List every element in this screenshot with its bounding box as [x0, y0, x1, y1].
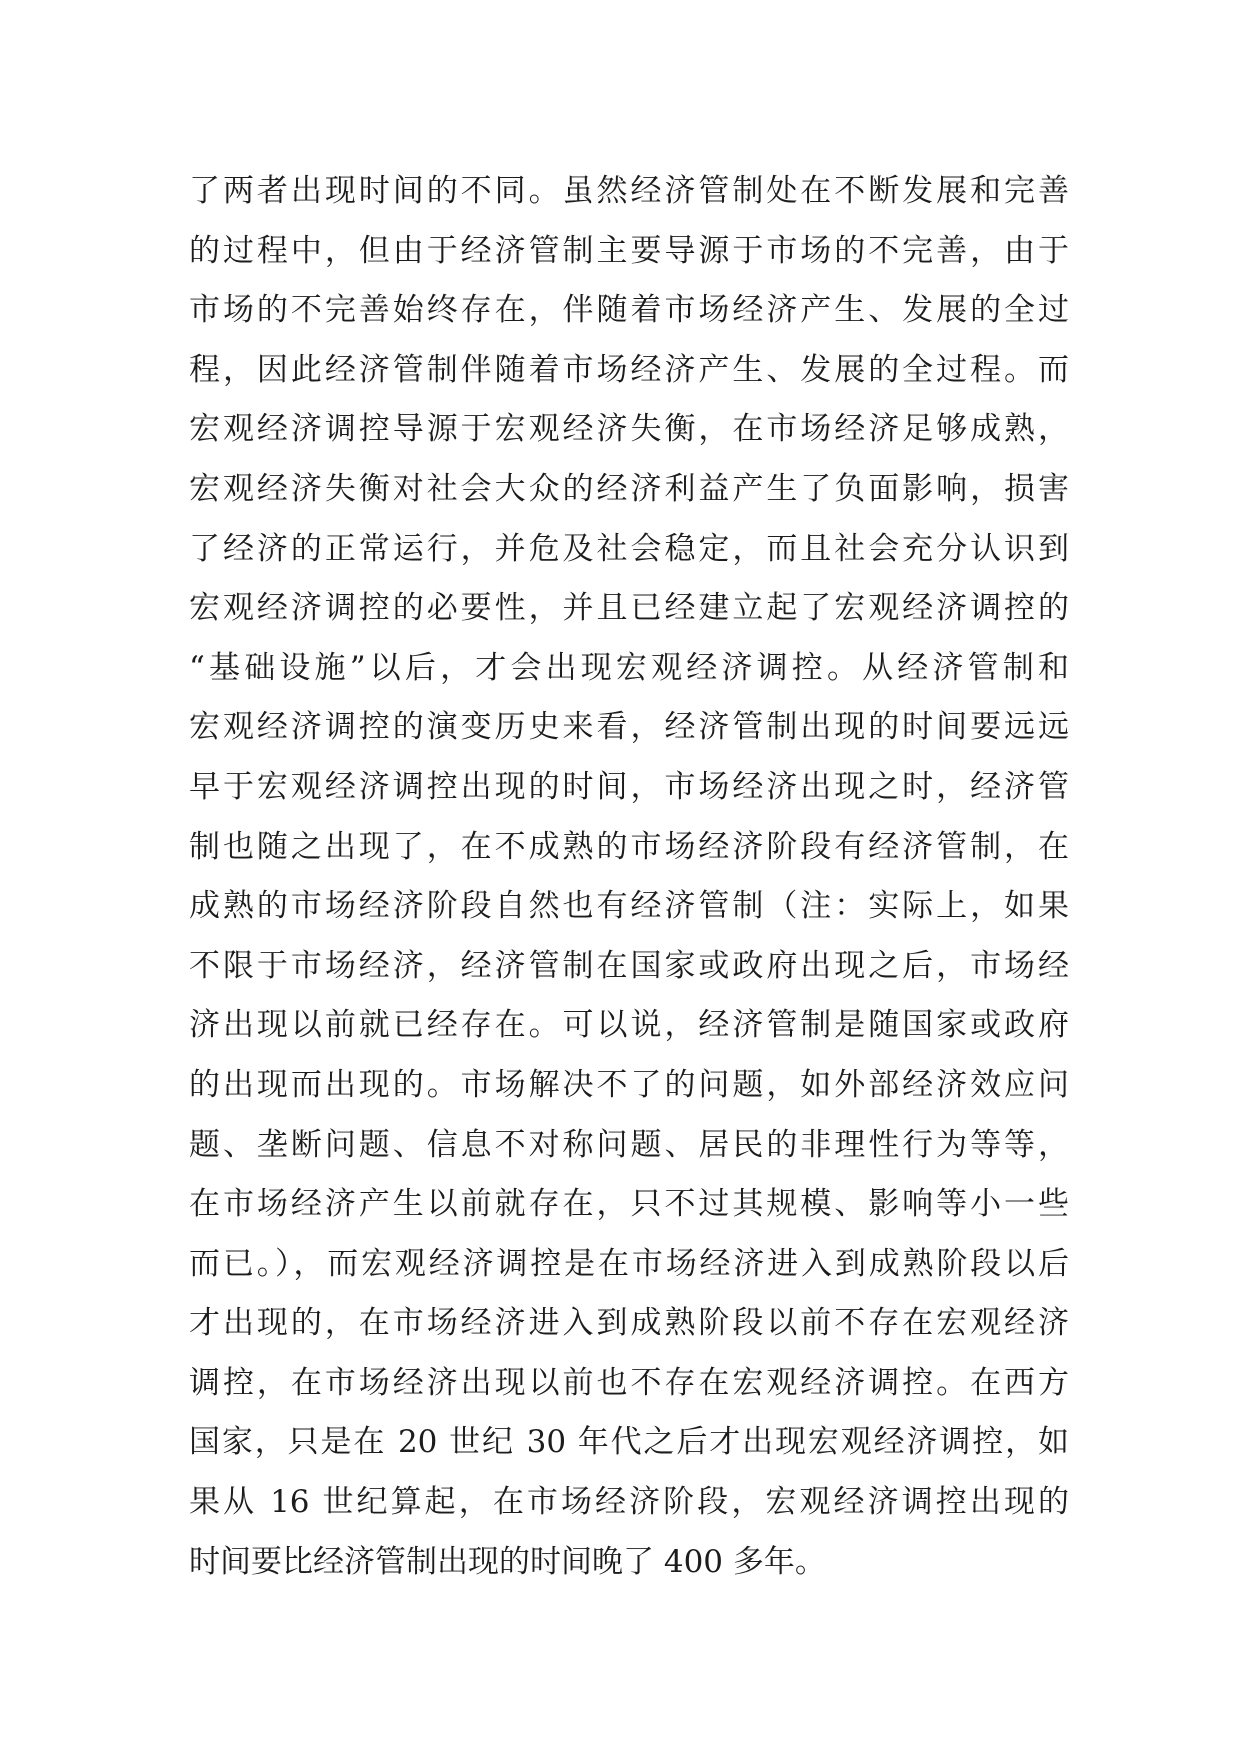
paragraph-line: 成熟的市场经济阶段自然也有经济管制（注：实际上，如果	[189, 888, 1069, 925]
paragraph-line: “基础设施”以后，才会出现宏观经济调控。从经济管制和	[189, 649, 1069, 686]
body-paragraph	[189, 162, 1069, 1592]
paragraph-line: 不限于市场经济，经济管制在国家或政府出现之后，市场经	[189, 947, 1069, 984]
paragraph-line: 宏观经济调控的必要性，并且已经建立起了宏观经济调控的	[189, 590, 1069, 627]
paragraph-line: 在市场经济产生以前就存在，只不过其规模、影响等小一些	[189, 1186, 1069, 1223]
paragraph-line: 的出现而出现的。市场解决不了的问题，如外部经济效应问	[189, 1066, 1069, 1103]
paragraph-line: 宏观经济调控导源于宏观经济失衡，在市场经济足够成熟，	[189, 411, 1069, 448]
paragraph-line: 国家，只是在 20 世纪 30 年代之后才出现宏观经济调控，如	[189, 1424, 1069, 1461]
paragraph-line: 果从 16 世纪算起，在市场经济阶段，宏观经济调控出现的	[189, 1484, 1069, 1521]
paragraph-line: 了两者出现时间的不同。虽然经济管制处在不断发展和完善	[189, 173, 1069, 209]
paragraph-line: 济出现以前就已经存在。可以说，经济管制是随国家或政府	[189, 1007, 1069, 1044]
paragraph-line: 早于宏观经济调控出现的时间，市场经济出现之时，经济管	[189, 768, 1069, 805]
paragraph-line: 宏观经济调控的演变历史来看，经济管制出现的时间要远远	[189, 709, 1069, 746]
paragraph-line: 题、垄断问题、信息不对称问题、居民的非理性行为等等，	[189, 1126, 1069, 1163]
paragraph-line: 宏观经济失衡对社会大众的经济利益产生了负面影响，损害	[189, 470, 1069, 507]
paragraph-line: 而已。），而宏观经济调控是在市场经济进入到成熟阶段以后	[189, 1245, 1069, 1282]
paragraph-line: 调控，在市场经济出现以前也不存在宏观经济调控。在西方	[189, 1364, 1069, 1401]
paragraph-line: 的过程中，但由于经济管制主要导源于市场的不完善，由于	[189, 232, 1069, 269]
paragraph-line: 程，因此经济管制伴随着市场经济产生、发展的全过程。而	[189, 351, 1069, 388]
paragraph-line-last: 时间要比经济管制出现的时间晚了 400 多年。	[189, 1543, 826, 1580]
paragraph-line: 市场的不完善始终存在，伴随着市场经济产生、发展的全过	[189, 292, 1069, 329]
paragraph-line: 才出现的，在市场经济进入到成熟阶段以前不存在宏观经济	[189, 1305, 1069, 1342]
paragraph-line: 了经济的正常运行，并危及社会稳定，而且社会充分认识到	[189, 530, 1069, 567]
paragraph-line: 制也随之出现了，在不成熟的市场经济阶段有经济管制，在	[189, 828, 1069, 865]
